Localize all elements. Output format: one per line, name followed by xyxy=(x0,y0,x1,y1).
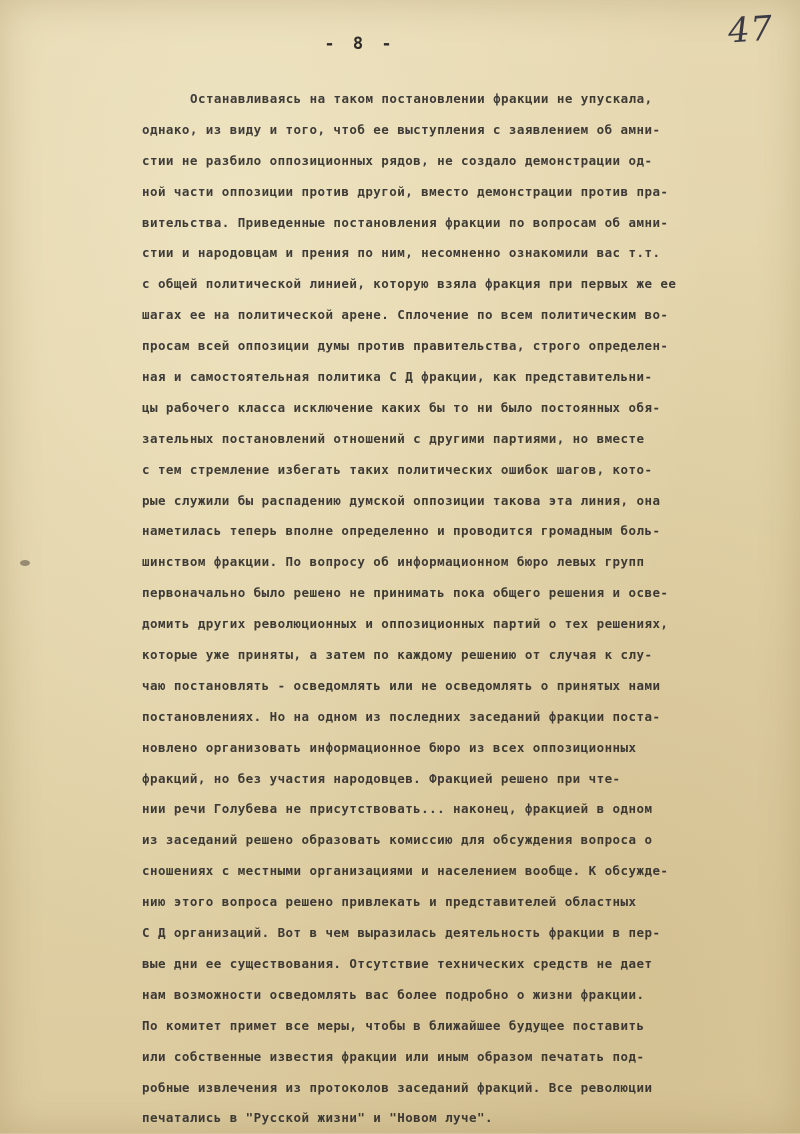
binding-hole-mark xyxy=(20,560,30,566)
text-line: цы рабочего класса исключение каких бы то ни было постоянных обя- xyxy=(142,399,661,415)
text-line: шинством фракции. По вопросу об информационном бюро левых групп xyxy=(142,554,645,570)
text-line: или собственные известия фракции или иным образом печатать под- xyxy=(142,1048,645,1064)
text-line: с общей политической линией, которую взяла фракция при первых же ее xyxy=(142,276,677,292)
text-line: однако, из виду и того, чтоб ее выступления с заявлением об амни- xyxy=(142,121,661,137)
typed-body-text xyxy=(142,84,782,1134)
text-line: робные извлечения из протоколов заседаний фракций. Все революции xyxy=(142,1079,653,1095)
handwritten-folio-number: 47 xyxy=(726,8,775,52)
text-line: фракций, но без участия народовцев. Фракцией решено при чте- xyxy=(142,770,621,786)
text-line: печатались в "Русской жизни" и "Новом луче". xyxy=(142,1110,493,1126)
text-line: шагах ее на политической арене. Сплочение по всем политическим во- xyxy=(142,307,669,323)
text-line: Останавливаясь на таком постановлении фракции не упускала, xyxy=(190,91,653,106)
text-line: нам возможности осведомлять вас более подробно о жизни фракции. xyxy=(142,986,645,1002)
text-line: вительства. Приведенные постановления фракции по вопросам об амни- xyxy=(142,214,669,230)
text-line: наметилась теперь вполне определенно и проводится громадным боль- xyxy=(142,523,661,539)
text-line: По комитет примет все меры, чтобы в ближайшее будущее поставить xyxy=(142,1017,645,1033)
text-line: постановлениях. Но на одном из последних заседаний фракции поста- xyxy=(142,708,661,724)
text-line: С Д организаций. Вот в чем выразилась деятельность фракции в пер- xyxy=(142,925,661,941)
text-line: вые дни ее существования. Отсутствие технических средств не дает xyxy=(142,955,653,971)
text-line: нии речи Голубева не присутствовать... наконец, фракцией в одном xyxy=(142,801,653,817)
text-line: сношениях с местными организациями и населением вообще. К обсужде- xyxy=(142,863,669,879)
text-line: стии и народовцам и прения по ним, несомненно ознакомили вас т.т. xyxy=(142,245,661,261)
text-line: из заседаний решено образовать комиссию для обсуждения вопроса о xyxy=(142,832,653,848)
text-line: новлено организовать информационное бюро из всех оппозиционных xyxy=(142,739,637,755)
text-line: которые уже приняты, а затем по каждому решению от случая к слу- xyxy=(142,647,653,663)
text-line: чаю постановлять - осведомлять или не осведомлять о принятых нами xyxy=(142,677,661,693)
text-line: стии не разбило оппозиционных рядов, не создало демонстрации од- xyxy=(142,152,653,168)
text-line: с тем стремление избегать таких политических ошибок шагов, кото- xyxy=(142,461,653,477)
text-line: ная и самостоятельная политика С Д фракции, как представительни- xyxy=(142,369,653,385)
text-line: нию этого вопроса решено привлекать и представителей областных xyxy=(142,894,637,910)
text-line: домить других революционных и оппозиционных партий о тех решениях, xyxy=(142,616,669,632)
text-line: первоначально было решено не принимать пока общего решения и осве- xyxy=(142,585,669,601)
page-number: - 8 - xyxy=(324,34,396,54)
text-line: зательных постановлений отношений с другими партиями, но вместе xyxy=(142,430,645,446)
text-line: ной части оппозиции против другой, вместо демонстрации против пра- xyxy=(142,183,669,199)
text-line: рые служили бы распадению думской оппозиции такова эта линия, она xyxy=(142,492,661,508)
text-line: просам всей оппозиции думы против правительства, строго определен- xyxy=(142,338,669,354)
